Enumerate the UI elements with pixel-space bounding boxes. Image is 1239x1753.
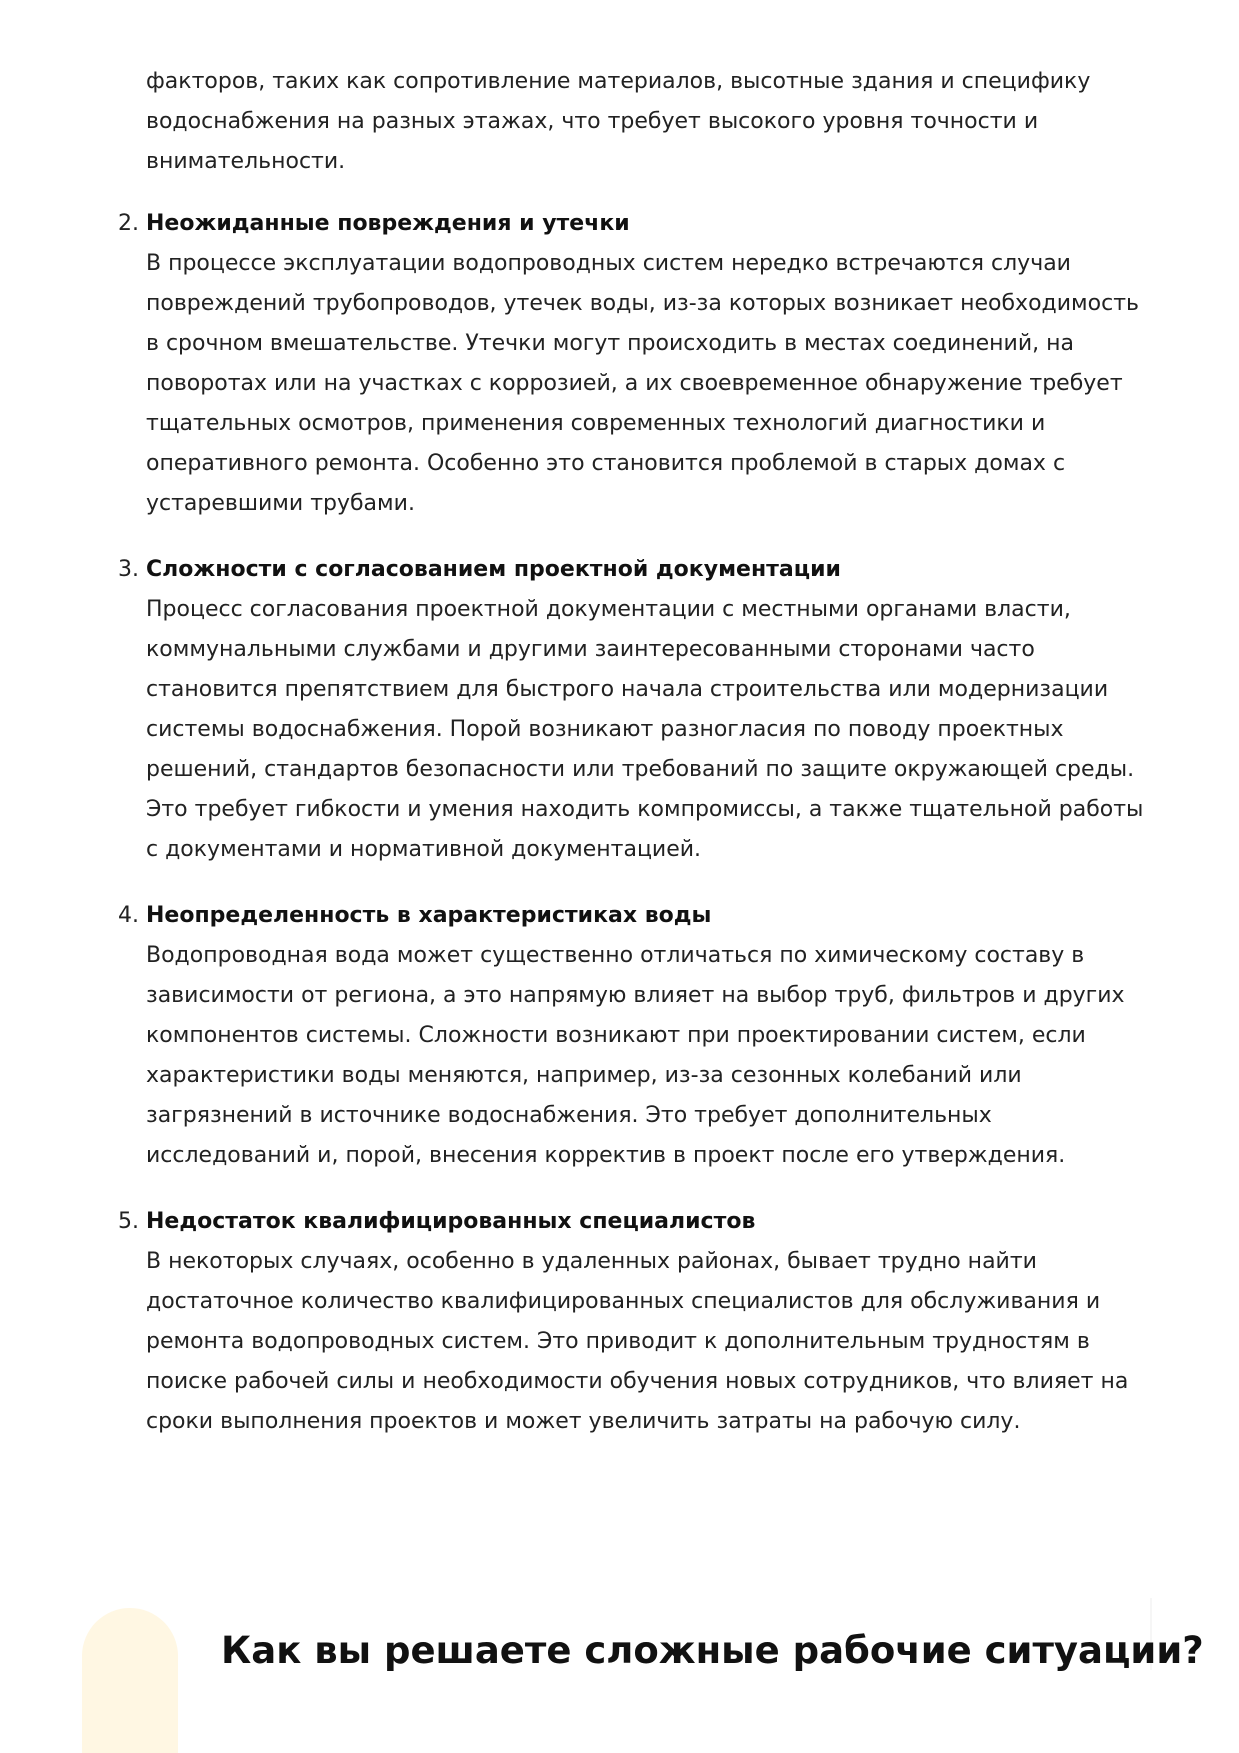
item-number: 2. (118, 211, 139, 236)
item-title: Недостаток квалифицированных специалистов (146, 1209, 756, 1234)
list-item (118, 550, 1156, 870)
decorative-circle (82, 1608, 178, 1753)
section-heading: Как вы решаете сложные рабочие ситуации? (221, 1629, 1204, 1672)
list-item (118, 204, 1156, 524)
list-item (118, 896, 1156, 1176)
item-number: 3. (118, 557, 139, 582)
item-number: 5. (118, 1209, 139, 1234)
item-title: Неопределенность в характеристиках воды (146, 903, 712, 928)
difficulties-list (118, 204, 1156, 1468)
continuation-paragraph: факторов, таких как сопротивление материалов, высотные здания и специфику водоснабжения на разных этажах, что требует высокого уровня точности и внимательности. (146, 69, 1091, 174)
item-text: В некоторых случаях, особенно в удаленных районах, бывает трудно найти достаточное количество квалифицированных специалистов для обслуживания и ремонта водопроводных систем. Это приводит к дополнительным трудностям в поиске рабочей силы и необходимости обучения новых сотрудников, что влияет на сроки выполнения проектов и может увеличить затраты на рабочую силу. (146, 1249, 1129, 1434)
list-item (118, 1202, 1156, 1442)
item-number: 4. (118, 903, 139, 928)
item-title: Неожиданные повреждения и утечки (146, 211, 630, 236)
item-text: Водопроводная вода может существенно отличаться по химическому составу в зависимости от региона, а это напрямую влияет на выбор труб, фильтров и других компонентов системы. Сложности возникают при проектировании систем, если характеристики воды меняются, например, из-за сезонных колебаний или загрязнений в источнике водоснабжения. Это требует дополнительных исследований и, порой, внесения корректив в проект после его утверждения. (146, 943, 1125, 1168)
item-title: Сложности с согласованием проектной документации (146, 557, 841, 582)
item-text: Процесс согласования проектной документации с местными органами власти, коммунальными службами и другими заинтересованными сторонами часто становится препятствием для быстрого начала строительства или модернизации системы водоснабжения. Порой возникают разногласия по поводу проектных решений, стандартов безопасности или требований по защите окружающей среды. Это требует гибкости и умения находить компромиссы, а также тщательной работы с документами и нормативной документацией. (146, 597, 1144, 862)
item-text: В процессе эксплуатации водопроводных систем нередко встречаются случаи повреждений трубопроводов, утечек воды, из-за которых возникает необходимость в срочном вмешательстве. Утечки могут происходить в местах соединений, на поворотах или на участках с коррозией, а их своевременное обнаружение требует тщательных осмотров, применения современных технологий диагностики и оперативного ремонта. Особенно это становится проблемой в старых домах с устаревшими трубами. (146, 251, 1139, 516)
